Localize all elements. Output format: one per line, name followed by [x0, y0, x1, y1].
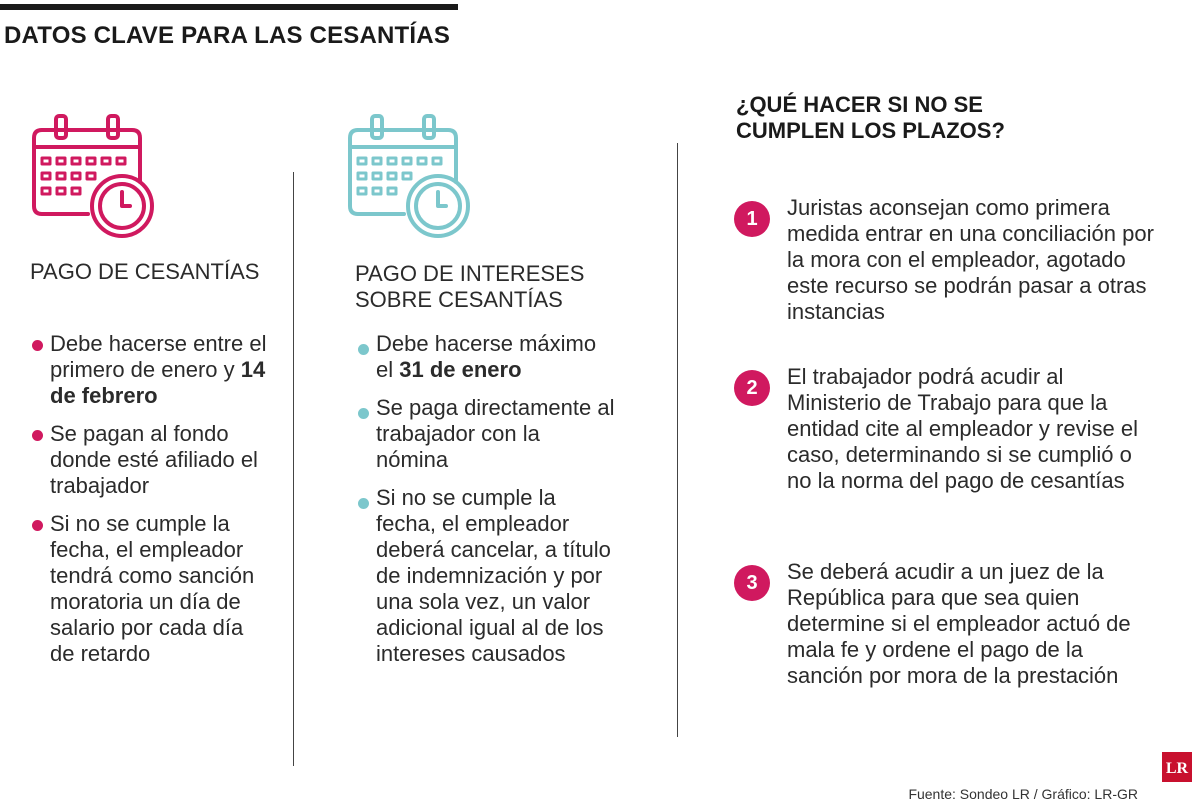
column-divider [293, 172, 294, 766]
calendar-clock-icon [344, 110, 474, 240]
column-heading: PAGO DE CESANTÍAS [30, 259, 260, 284]
step-number-badge: 3 [734, 565, 770, 601]
list-item: Si no se cumple la fecha, el empleador deberá cancelar, a título de indemnización y por una sola vez, un valor adicional igual al de los intereses causados [356, 485, 616, 667]
step-number-badge: 2 [734, 370, 770, 406]
step-text: Se deberá acudir a un juez de la República para que sea quien determine si el empleador actuó de mala fe y ordene el pago de la sanción por mora de la prestación [787, 559, 1131, 688]
calendar-clock-icon [28, 110, 158, 240]
step-text: El trabajador podrá acudir al Ministerio de Trabajo para que la entidad cite al empleador y revise el caso, determinando si se cumplió o no la norma del pago de cesantías [787, 364, 1138, 493]
bullet-list [30, 331, 270, 679]
top-rule [0, 4, 458, 10]
bullet-dot [32, 520, 43, 531]
column-divider [677, 143, 678, 737]
page-title: DATOS CLAVE PARA LAS CESANTÍAS [4, 22, 451, 49]
bullet-list [356, 331, 616, 679]
bullet-dot [358, 408, 369, 419]
step-number-badge: 1 [734, 201, 770, 237]
bullet-dot [32, 340, 43, 351]
svg-text:LR: LR [1165, 760, 1189, 777]
section-heading: ¿QUÉ HACER SI NO SE CUMPLEN LOS PLAZOS? [736, 92, 1005, 143]
lr-logo [1162, 752, 1192, 782]
list-item: Debe hacerse máximo el 31 de enero [356, 331, 616, 383]
step-text: Juristas aconsejan como primera medida entrar en una conciliación por la mora con el empleador, agotado este recurso se podrán pasar a otras instancias [787, 195, 1154, 324]
bullet-dot [32, 430, 43, 441]
source-credit: Fuente: Sondeo LR / Gráfico: LR-GR [908, 786, 1138, 802]
list-item: Se paga directamente al trabajador con la nómina [356, 395, 616, 473]
list-item: Si no se cumple la fecha, el empleador tendrá como sanción moratoria un día de salario por cada día de retardo [30, 511, 270, 667]
bullet-dot [358, 498, 369, 509]
column-heading: PAGO DE INTERESES SOBRE CESANTÍAS [355, 261, 585, 312]
list-item: Debe hacerse entre el primero de enero y 14 de febrero [30, 331, 270, 409]
list-item: Se pagan al fondo donde esté afiliado el trabajador [30, 421, 270, 499]
bullet-dot [358, 344, 369, 355]
